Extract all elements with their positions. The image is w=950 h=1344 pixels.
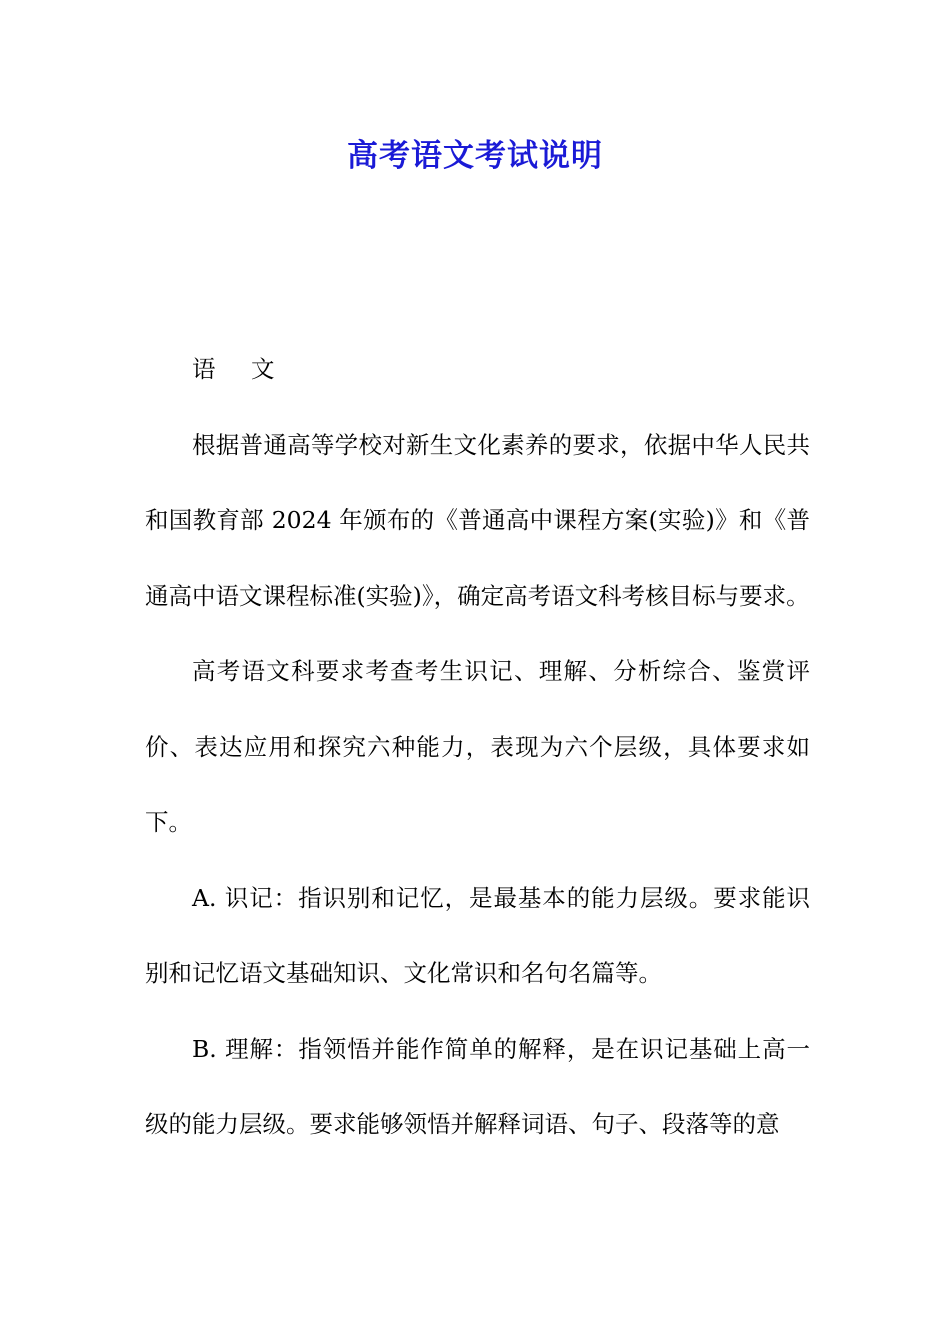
subject-heading: 语 文: [192, 355, 289, 383]
paragraph-level-b: B. 理解：指领悟并能作简单的解释，是在识记基础上高一级的能力层级。要求能够领悟并解释词语、句子、段落等的意: [145, 1034, 810, 1138]
document-body: [145, 332, 810, 1163]
document-title: 高考语文考试说明: [347, 138, 603, 174]
paragraph-level-a: A. 识记：指识别和记忆，是最基本的能力层级。要求能识别和记忆语文基础知识、文化常识和名句名篇等。: [145, 883, 810, 987]
paragraph-intro: 根据普通高等学校对新生文化素养的要求，依据中华人民共和国教育部 2024 年颁布的《普通高中课程方案(实验)》和《普通高中语文课程标准(实验)》，确定高考语文科考核目标与要求。: [145, 430, 810, 610]
paragraph-abilities: 高考语文科要求考查考生识记、理解、分析综合、鉴赏评价、表达应用和探究六种能力，表现为六个层级，具体要求如下。: [145, 657, 810, 836]
